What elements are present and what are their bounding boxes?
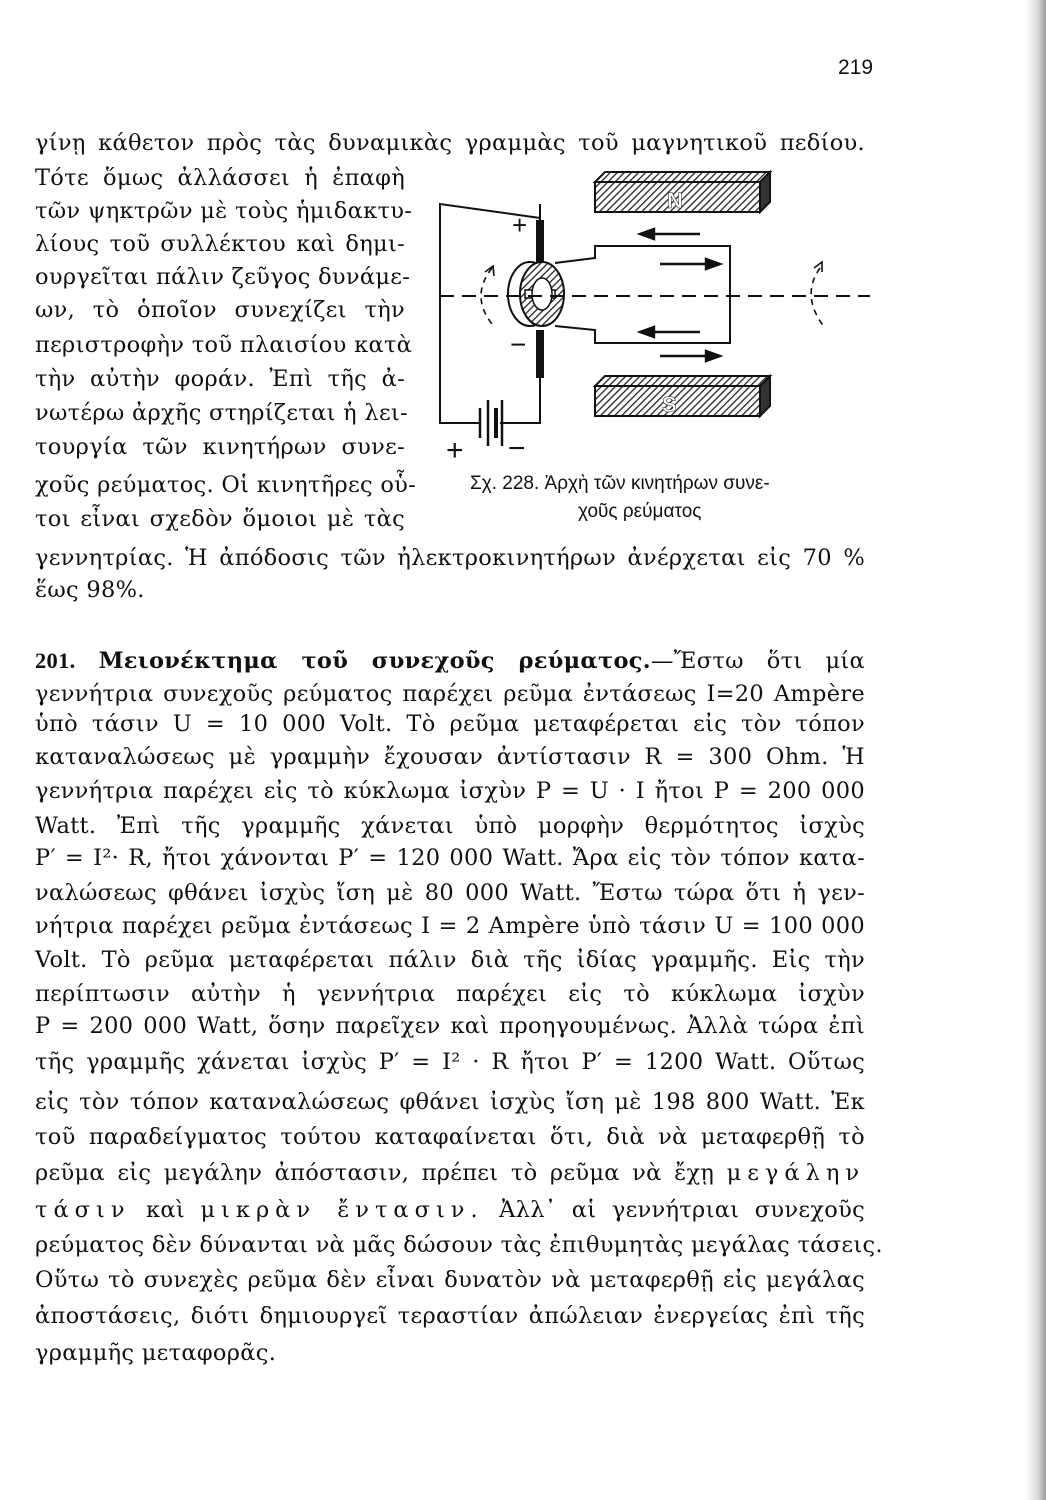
section-title: Μειονέκτημα τοῦ συνεχοῦς ρεύματος. — [98, 648, 651, 674]
text-line: ἕως 98%. — [35, 577, 145, 603]
text-line: τοῦ παραδείγματος τούτου καταφαίνεται ὅτι, διὰ νὰ μεταφερθῇ τὸ — [35, 1124, 865, 1150]
page-number: 219 — [838, 56, 874, 79]
text-line: τοι εἶναι σχεδὸν ὅμοιοι μὲ τὰς — [35, 506, 405, 532]
caption-line: χοῦς ρεύματος — [578, 501, 702, 522]
text-line: γεννήτρια παρέχει εἰς τὸ κύκλωμα ἰσχὺν P = U · I ἤτοι P = 200 000 — [35, 778, 865, 804]
text-line: περίπτωσιν αὐτὴν ἡ γεννήτρια παρέχει εἰς τὸ κύκλωμα ἰσχὺν — [35, 981, 865, 1007]
text-span: καὶ — [145, 1197, 185, 1223]
brush-bottom — [536, 330, 544, 378]
text-line: ων, τὸ ὁποῖον συνεχίζει τὴν — [35, 297, 405, 323]
battery-plus-label: + — [446, 434, 464, 467]
text-line: νωτέρω ἀρχῆς στηρίζεται ἡ λει- — [35, 400, 408, 426]
text-line: ὑπὸ τάσιν U = 10 000 Volt. Τὸ ρεῦμα μεταφέρεται εἰς τὸν τόπον — [35, 711, 865, 737]
magnet-north-label: N — [667, 188, 683, 213]
text-line: P = 200 000 Watt, ὅσην παρεῖχεν καὶ προηγουμένως. Ἀλλὰ τώρα ἐπὶ — [35, 1013, 865, 1039]
text-line: Watt. Ἐπὶ τῆς γραμμῆς χάνεται ὑπὸ μορφὴν θερμότητος ἰσχὺς — [35, 813, 865, 839]
text-line: γίνῃ κάθετον πρὸς τὰς δυναμικὰς γραμμὰς τοῦ μαγνητικοῦ πεδίου. — [35, 130, 865, 156]
text-line: ἀποστάσεις, διότι δημιουργεῖ τεραστίαν ἀπώλειαν ἐνεργείας ἐπὶ τῆς — [35, 1303, 865, 1329]
text-line: καταναλώσεως μὲ γραμμὴν ἔχουσαν ἀντίστασιν R = 300 Ohm. Ἡ — [35, 744, 865, 770]
text-line: Volt. Τὸ ρεῦμα μεταφέρεται πάλιν διὰ τῆς ἰδίας γραμμῆς. Εἰς τὴν — [35, 947, 865, 973]
brush-minus-label: − — [510, 329, 527, 360]
spaced-emphasis: τάσιν — [35, 1197, 131, 1223]
text-line: ναλώσεως φθάνει ἰσχὺς ἴση μὲ 80 000 Watt. Ἔστω τώρα ὅτι ἡ γεν- — [35, 880, 865, 906]
section-title-tail: —Ἔστω ὅτι μία — [650, 648, 865, 674]
text-line: τῆς γραμμῆς χάνεται ἰσχὺς P′ = I² · R ἤτοι P′ = 1200 Watt. Οὕτως — [35, 1049, 865, 1075]
text-line: χοῦς ρεύματος. Οἱ κινητῆρες οὗ- — [35, 472, 417, 498]
north-magnet — [595, 172, 770, 213]
rotation-arc-right — [811, 268, 825, 328]
text-span: Ἀλλ᾽ αἱ γεννήτριαι συνεχοῦς — [499, 1197, 866, 1223]
text-line: εἰς τὸν τόπον καταναλώσεως φθάνει ἰσχὺς ἴση μὲ 198 800 Watt. Ἐκ — [35, 1089, 865, 1115]
text-line: τῶν ψηκτρῶν μὲ τοὺς ἡμιδακτυ- — [35, 198, 413, 224]
text-line: ρεύματος δὲν δύνανται νὰ μᾶς δώσουν τὰς ἐπιθυμητὰς μεγάλας τάσεις. — [35, 1232, 883, 1258]
text-line: λίους τοῦ συλλέκτου καὶ δημι- — [35, 231, 405, 257]
text-span: ρεῦμα εἰς μεγάλην ἀπόστασιν, πρέπει τὸ ρεῦμα νὰ ἔχῃ — [35, 1160, 715, 1186]
section-heading — [35, 648, 865, 674]
text-line: γεννητρίας. Ἡ ἀπόδοσις τῶν ἠλεκτροκινητήρων ἀνέρχεται εἰς 70 % — [35, 545, 865, 571]
battery-minus-label: − — [508, 432, 526, 465]
text-line: γεννήτρια συνεχοῦς ρεύματος παρέχει ρεῦμα ἐντάσεως I=20 Ampère — [35, 681, 865, 707]
text-line: τὴν αὐτὴν φοράν. Ἐπὶ τῆς ἀ- — [35, 366, 405, 392]
text-line: νήτρια παρέχει ρεῦμα ἐντάσεως I = 2 Ampère ὑπὸ τάσιν U = 100 000 — [35, 913, 865, 939]
text-line: περιστροφὴν τοῦ πλαισίου κατὰ — [35, 332, 413, 358]
text-line: Οὕτω τὸ συνεχὲς ρεῦμα δὲν εἶναι δυνατὸν νὰ μεταφερθῇ εἰς μεγάλας — [35, 1267, 865, 1293]
text-line: Τότε ὅμως ἀλλάσσει ἡ ἐπαφὴ — [35, 165, 405, 191]
text-line-emphasis — [35, 1197, 865, 1223]
brush-top — [536, 220, 544, 268]
spaced-emphasis: μικρὰν ἔντασιν. — [200, 1197, 484, 1223]
brush-plus-label: + — [512, 210, 528, 240]
text-line: P′ = I²· R, ἤτοι χάνονται P′ = 120 000 Watt. Ἄρα εἰς τὸν τόπον κατα- — [35, 845, 865, 871]
magnet-south-label: S — [662, 392, 677, 417]
commutator — [508, 262, 564, 326]
section-number: 201. — [35, 648, 76, 673]
motor-diagram — [430, 168, 880, 468]
text-line-emphasis — [35, 1160, 865, 1186]
text-line: τουργία τῶν κινητήρων συνε- — [35, 434, 405, 460]
caption-line: Σχ. 228. Ἀρχὴ τῶν κινητήρων συνε- — [470, 473, 770, 494]
battery — [480, 400, 502, 446]
text-line: ουργεῖται πάλιν ζεῦγος δυνάμε- — [35, 264, 411, 290]
text-line: γραμμῆς μεταφορᾶς. — [35, 1340, 277, 1366]
spaced-emphasis: μεγάλην — [726, 1160, 865, 1186]
figure-caption — [470, 470, 770, 526]
south-magnet — [595, 376, 770, 417]
page-gutter-shadow — [1026, 0, 1046, 1500]
